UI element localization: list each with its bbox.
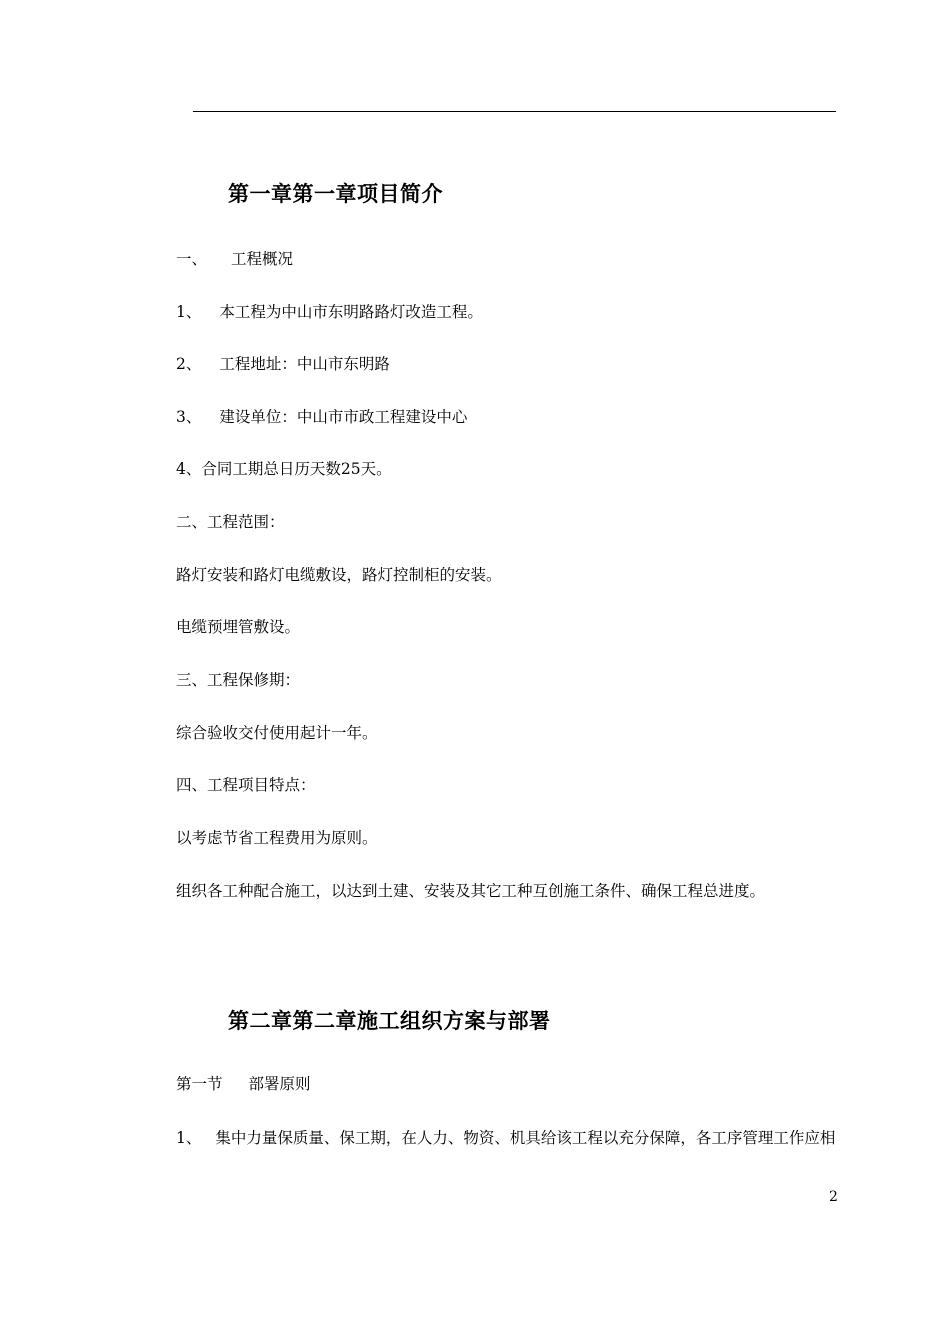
scope-line: 路灯安装和路灯电缆敷设，路灯控制柜的安装。 (176, 566, 502, 584)
chapter-1-title: 第一章第一章项目简介 (228, 181, 443, 206)
chapter-2-title: 第二章第二章施工组织方案与部署 (228, 1008, 551, 1033)
list-item-text: 建设单位：中山市市政工程建设中心 (219, 408, 468, 426)
list-item-text: 集中力量保质量、保工期，在人力、物资、机具给该工程以充分保障，各工序管理工作应相 (215, 1129, 836, 1147)
overview-heading-number: 一、 (176, 250, 208, 268)
header-rule (193, 111, 836, 112)
list-item-text: 工程地址：中山市东明路 (219, 355, 390, 373)
list-item-number: 1、 (176, 1129, 202, 1147)
list-item-text: 本工程为中山市东明路路灯改造工程。 (219, 303, 483, 321)
list-item-number: 2、 (176, 355, 202, 373)
features-heading: 四、工程项目特点： (176, 776, 316, 794)
contract-period-item: 4、合同工期总日历天数25天。 (176, 460, 392, 478)
features-line: 组织各工种配合施工，以达到土建、安装及其它工种互创施工条件、确保工程总进度。 (176, 882, 766, 900)
list-item (176, 357, 390, 373)
list-item (176, 305, 483, 321)
page-number: 2 (829, 1189, 838, 1205)
warranty-heading: 三、工程保修期： (176, 671, 301, 689)
overview-heading (176, 252, 293, 268)
list-item-number: 1、 (176, 303, 202, 321)
features-line: 以考虑节省工程费用为原则。 (176, 829, 378, 847)
list-item (176, 410, 467, 426)
list-item (176, 1131, 835, 1147)
scope-heading: 二、工程范围： (176, 513, 285, 531)
section-heading-text: 部署原则 (248, 1075, 311, 1093)
warranty-text: 综合验收交付使用起计一年。 (176, 724, 378, 742)
overview-heading-text: 工程概况 (231, 250, 294, 268)
scope-line: 电缆预埋管敷设。 (176, 618, 301, 636)
section-heading-number: 第一节 (176, 1075, 223, 1093)
section-heading (176, 1077, 311, 1093)
list-item-number: 3、 (176, 408, 202, 426)
